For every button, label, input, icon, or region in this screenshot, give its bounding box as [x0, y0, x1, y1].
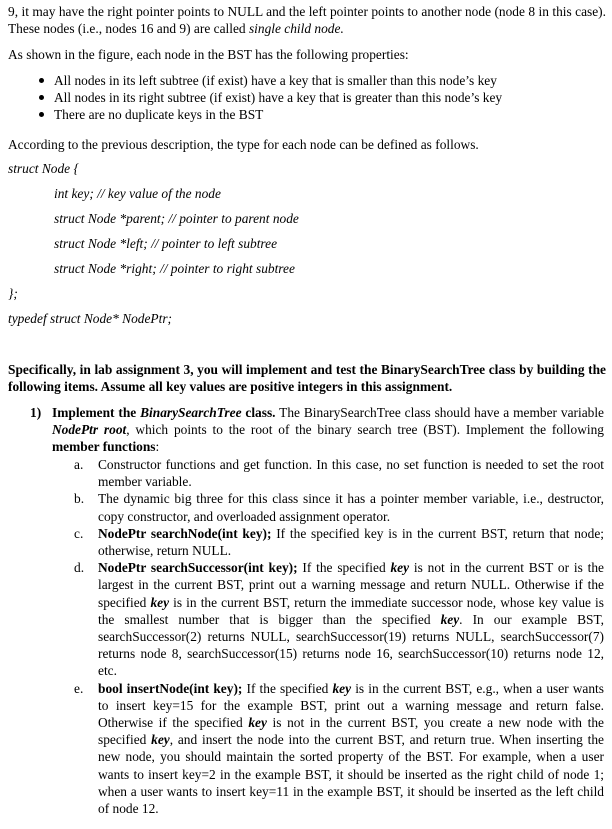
property-item: There are no duplicate keys in the BST	[8, 106, 606, 123]
intro-paragraph	[8, 3, 606, 37]
sub-text: The dynamic big three for this class since it has a pointer member variable, i.e., destructor, copy constructor, and overloaded assignment operator.	[98, 491, 604, 524]
single-child-node-term: single child node.	[248, 21, 344, 37]
code-line: int key; // key value of the node	[54, 186, 221, 201]
sub-letter: a.	[74, 457, 84, 472]
code-line: };	[8, 286, 18, 301]
sub-description: If the specified	[302, 560, 386, 576]
sub-letter: d.	[74, 560, 85, 576]
properties-list	[8, 72, 606, 124]
item-text: , which points to the root of the binary search tree (BST). Implement the following	[126, 422, 604, 438]
sub-item-b	[30, 490, 604, 524]
according-sentence: According to the previous description, the type for each node can be defined as follows.	[8, 137, 479, 152]
sub-letter: b.	[74, 491, 85, 507]
sub-text	[98, 525, 604, 559]
item-number: 1)	[30, 405, 42, 420]
item-1	[30, 404, 604, 456]
sub-description: . In our example BST, searchSuccessor(2) returns NULL, searchSuccessor(19) returns NULL, searchSuccessor(7) returns node 8, searchSuccessor(15) returns node 16, searchSuccessor(10) returns node 12, etc.	[98, 611, 604, 679]
sub-text	[98, 559, 604, 679]
sub-letter: c.	[74, 525, 84, 541]
sub-description: is not in the current BST or is the largest in the current BST, print out a warning message and return NULL. Otherwise if the specified	[98, 560, 604, 610]
property-item: All nodes in its left subtree (if exist) have a key that is smaller than this node’s key	[8, 72, 606, 89]
key-term: key	[151, 732, 170, 748]
code-line: struct Node *parent; // pointer to parent node	[54, 211, 299, 226]
member-variable: NodePtr root	[52, 422, 127, 438]
sub-item-d	[30, 559, 604, 679]
member-functions-term: member functions	[52, 439, 156, 455]
sub-description: If the specified	[246, 680, 329, 696]
sub-description: is in the current BST, e.g., when a user wants to insert key=15 for the example BST, print out a warning message and return false. Otherwise if the specified	[98, 680, 604, 731]
sub-item-e	[30, 680, 604, 818]
key-term: key	[150, 594, 170, 610]
code-line: struct Node {	[8, 161, 79, 176]
sub-description: If the specified key is in the current BST, return that node; otherwise, return NULL.	[98, 525, 604, 559]
intro-text: 9, it may have the right pointer points to NULL and the left pointer points to another node (node 8 in this case). These nodes (i.e., nodes 16 and 9) are called	[8, 4, 606, 37]
key-term: key	[248, 715, 267, 731]
sub-description: is not in the current BST, you create a new node with the specified	[98, 715, 604, 748]
sub-description: , and insert the node into the current BST, and return true. When inserting the new node, you should maintain the sorted property of the BST. For example, when a user wants to insert key=2 in the example BST, it should be inserted as the right child of node 1; when a user wants to insert key=11 in the example BST, it should be inserted as the left child of node 12.	[98, 732, 604, 817]
function-signature: NodePtr searchNode(int key);	[98, 525, 272, 541]
key-term: key	[390, 560, 410, 576]
sub-text	[98, 680, 604, 818]
sub-items	[30, 456, 604, 817]
lab-intro: Specifically, in lab assignment 3, you will implement and test the BinarySearchTree class by building the following items. Assume all key values are positive integers in this assignment.	[8, 362, 606, 395]
figure-sentence: As shown in the figure, each node in the BST has the following properties:	[8, 47, 409, 62]
sub-letter: e.	[74, 680, 84, 696]
sub-item-c	[30, 525, 604, 559]
key-term: key	[332, 680, 352, 696]
function-signature: NodePtr searchSuccessor(int key);	[98, 560, 298, 576]
item-text: The BinarySearchTree class should have a member variable	[279, 405, 604, 420]
code-line: typedef struct Node* NodePtr;	[8, 311, 173, 326]
sub-item-a	[30, 456, 604, 490]
item-1-text	[52, 404, 604, 456]
property-item: All nodes in its right subtree (if exist) have a key that is greater than this node’s key	[8, 89, 606, 106]
item-title-end: class.	[245, 405, 276, 420]
item-text: :	[155, 439, 160, 455]
item-class-name: BinarySearchTree	[140, 405, 242, 420]
sub-text: Constructor functions and get function. In this case, no set function is needed to set the root member variable.	[98, 457, 604, 490]
sub-description: is in the current BST, return the immediate successor node, whose key value is the smallest number that is bigger than the specified	[98, 594, 604, 627]
item-title: Implement the	[52, 405, 137, 420]
key-term: key	[440, 611, 460, 627]
code-line: struct Node *right; // pointer to right subtree	[54, 261, 295, 276]
code-line: struct Node *left; // pointer to left subtree	[54, 236, 278, 251]
function-signature: bool insertNode(int key);	[98, 680, 243, 696]
